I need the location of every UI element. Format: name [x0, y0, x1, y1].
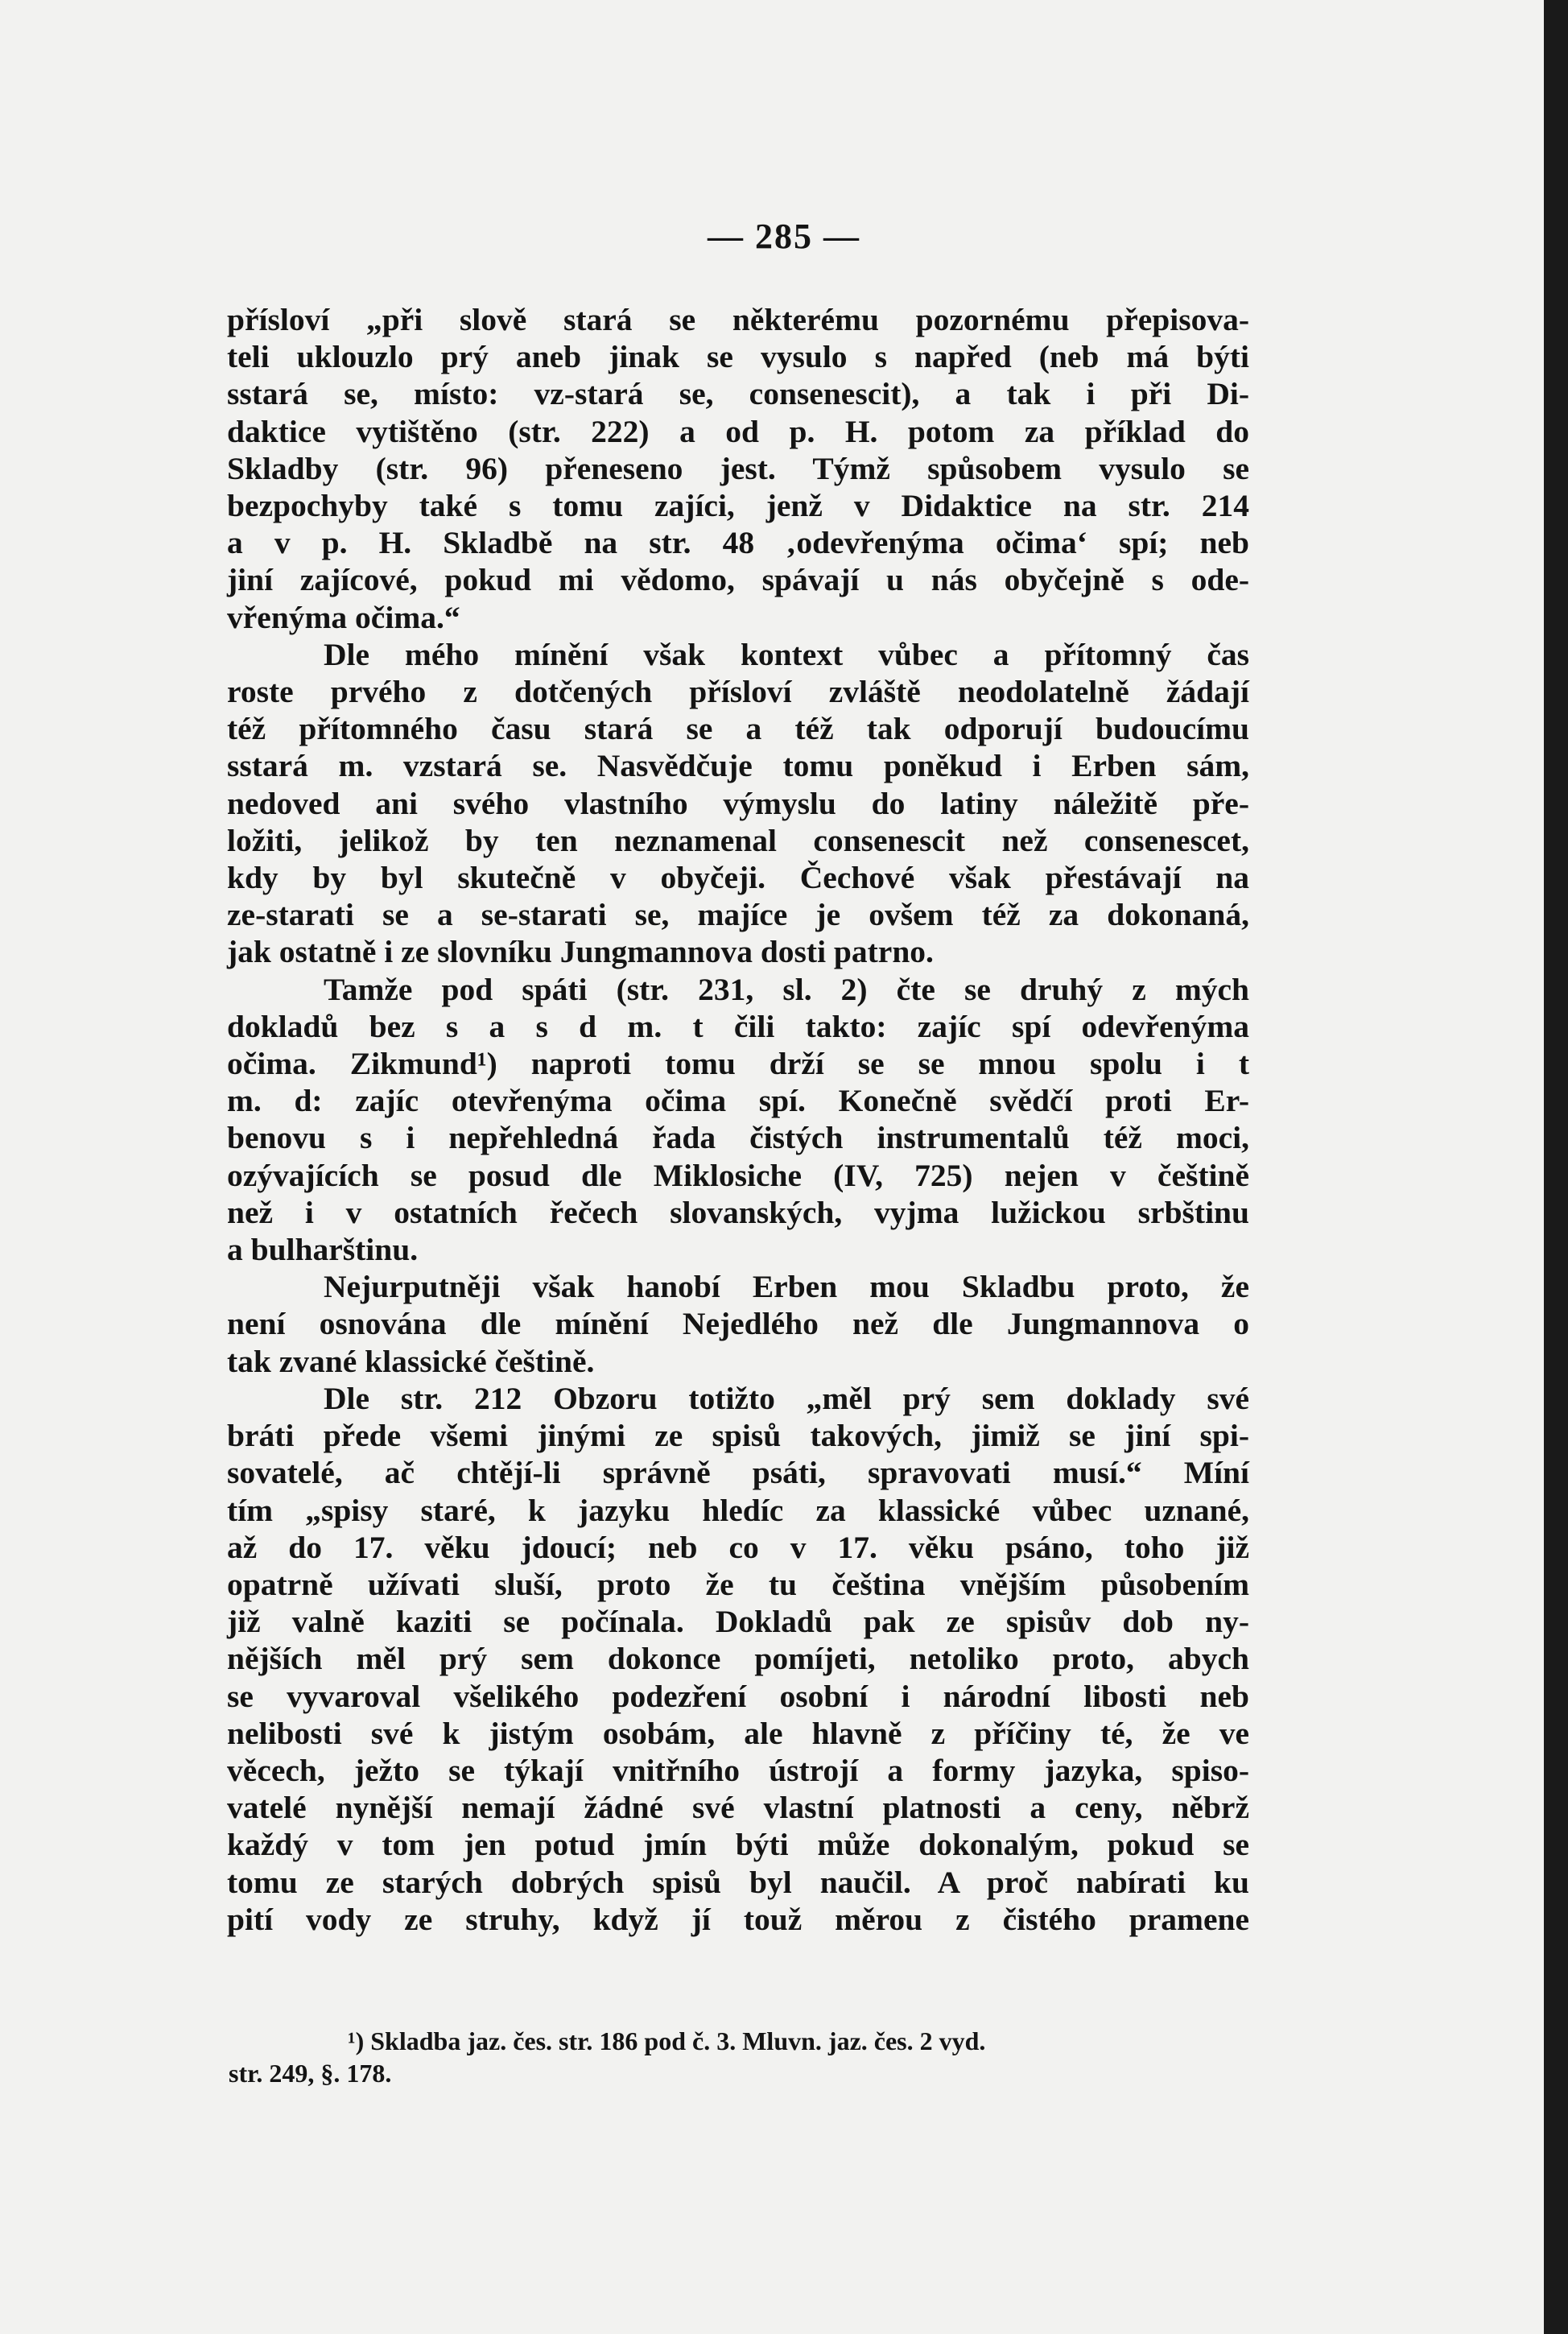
text-line: dokladů bez s a s d m. t čili takto: zajíc spí odevřenýma — [227, 1008, 1249, 1044]
text-line: pití vody ze struhy, když jí touž měrou z čistého pramene — [227, 1901, 1249, 1937]
text-line: přísloví „při slově stará se některému pozornému přepisova- — [227, 302, 1249, 337]
text-line: teli uklouzlo prý aneb jinak se vysulo s napřed (neb má býti — [227, 339, 1249, 375]
text-line: nelibosti své k jistým osobám, ale hlavně z příčiny té, že ve — [227, 1715, 1249, 1751]
text-line: benovu s i nepřehledná řada čistých instrumentalů též moci, — [227, 1120, 1249, 1156]
text-line: až do 17. věku jdoucí; neb co v 17. věku psáno, toho již — [227, 1529, 1249, 1565]
text-line: ze-starati se a se-starati se, majíce je ovšem též za dokonaná, — [227, 897, 1249, 933]
text-line: ložiti, jelikož by ten neznamenal consenescit než consenescet, — [227, 822, 1249, 858]
scan-edge — [1544, 0, 1568, 2334]
text-line: sstará se, místo: vz-stará se, consenescit), a tak i při Di- — [227, 376, 1249, 412]
text-line: vatelé nynější nemají žádné své vlastní platnosti a ceny, něbrž — [227, 1790, 1249, 1826]
text-line: nedoved ani svého vlastního výmyslu do latiny náležitě pře- — [227, 785, 1249, 821]
text-line: též přítomného času stará se a též tak odporují budoucímu — [227, 711, 1249, 747]
text-line: jak ostatně i ze slovníku Jungmannova dosti patrno. — [227, 934, 934, 970]
text-line: a v p. H. Skladbě na str. 48 ‚odevřenýma očima‘ spí; neb — [227, 525, 1249, 561]
page-number: — 285 — — [708, 217, 860, 256]
text-line: Nejurputněji však hanobí Erben mou Skladbu proto, že — [324, 1269, 1249, 1305]
text-line: ozývajících se posud dle Miklosiche (IV, 725) nejen v češtině — [227, 1157, 1249, 1193]
text-line: Dle str. 212 Obzoru totižto „měl prý sem doklady své — [324, 1380, 1249, 1416]
text-line: bráti přede všemi jinými ze spisů takových, jimiž se jiní spi- — [227, 1418, 1249, 1454]
text-line: roste prvého z dotčených přísloví zvláště neodolatelně žádají — [227, 674, 1249, 710]
text-line: Tamže pod spáti (str. 231, sl. 2) čte se druhý z mých — [324, 971, 1249, 1007]
text-line: bezpochyby také s tomu zajíci, jenž v Didaktice na str. 214 — [227, 488, 1249, 524]
body-text — [227, 301, 1249, 1938]
footnote-line: str. 249, §. 178. — [229, 2059, 392, 2088]
text-line: a bulharštinu. — [227, 1232, 419, 1268]
text-line: se vyvaroval všelikého podezření osobní i národní libosti neb — [227, 1678, 1249, 1714]
text-line: než i v ostatních řečech slovanských, vyjma lužickou srbštinu — [227, 1194, 1249, 1230]
text-line: tomu ze starých dobrých spisů byl naučil. A proč nabírati ku — [227, 1864, 1249, 1900]
text-line: opatrně užívati sluší, proto že tu čeština vnějším působením — [227, 1566, 1249, 1602]
text-line: již valně kaziti se počínala. Dokladů pak ze spisův dob ny- — [227, 1604, 1249, 1640]
text-line: věcech, ježto se týkají vnitřního ústrojí a formy jazyka, spiso- — [227, 1752, 1249, 1788]
text-line: tak zvané klassické češtině. — [227, 1343, 595, 1379]
text-line: daktice vytištěno (str. 222) a od p. H. potom za příklad do — [227, 413, 1249, 449]
text-line: vřenýma očima.“ — [227, 599, 460, 635]
text-line: jiní zajícové, pokud mi vědomo, spávají u nás obyčejně s ode- — [227, 562, 1249, 598]
text-line: očima. Zikmund¹) naproti tomu drží se se mnou spolu i t — [227, 1046, 1249, 1082]
text-line: sstará m. vzstará se. Nasvědčuje tomu poněkud i Erben sám, — [227, 748, 1249, 784]
text-line: není osnována dle mínění Nejedlého než dle Jungmannova o — [227, 1306, 1249, 1342]
text-line: nějších měl prý sem dokonce pomíjeti, netoliko proto, abych — [227, 1641, 1249, 1677]
text-line: Skladby (str. 96) přeneseno jest. Týmž spůsobem vysulo se — [227, 450, 1249, 486]
text-line: m. d: zajíc otevřenýma očima spí. Konečně svědčí proti Er- — [227, 1083, 1249, 1119]
footnote-line: ¹) Skladba jaz. čes. str. 186 pod č. 3. Mluvn. jaz. čes. 2 vyd. — [348, 2026, 986, 2055]
text-line: sovatelé, ač chtějí-li správně psáti, spravovati musí.“ Míní — [227, 1455, 1249, 1491]
text-line: každý v tom jen potud jmín býti může dokonalým, pokud se — [227, 1827, 1249, 1863]
text-line: Dle mého mínění však kontext vůbec a přítomný čas — [324, 636, 1249, 672]
text-line: kdy by byl skutečně v obyčeji. Čechové však přestávají na — [227, 860, 1249, 896]
footnotes — [229, 2025, 1267, 2089]
text-line: tím „spisy staré, k jazyku hledíc za klassické vůbec uznané, — [227, 1492, 1249, 1528]
